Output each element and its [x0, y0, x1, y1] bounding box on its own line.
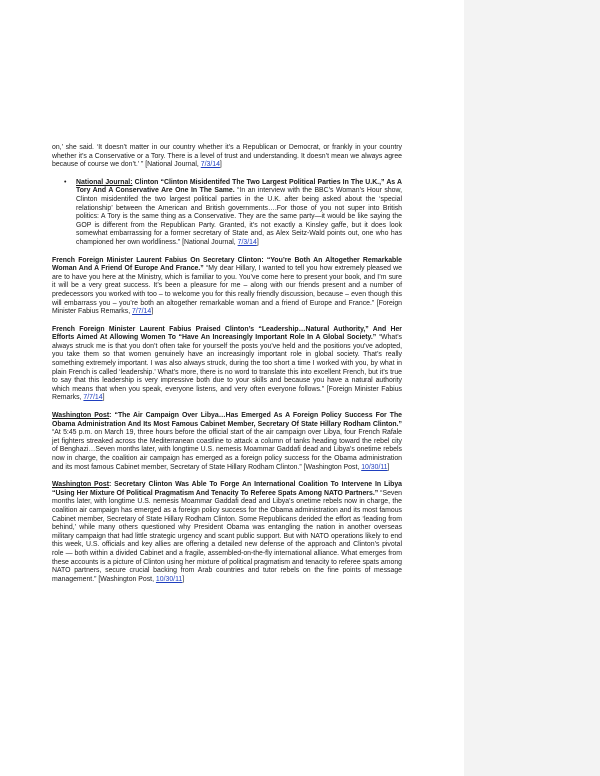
paragraph-text: on,’ she said. ‘It doesn’t matter in our country whether it’s a Republican or Democrat, or frankly in your country whether it’s a Conservative or a Tory. There is a level of trust and understanding. It doesn’t mean we always agree because of course we don’t.’ ” [National Journal, — [52, 144, 402, 169]
paragraph-wapo-coalition — [52, 481, 402, 584]
source-name: Washington Post — [52, 481, 109, 489]
paragraph-tail: ] — [102, 394, 105, 402]
bullet-icon: • — [64, 178, 67, 186]
paragraph-continuation — [52, 144, 402, 170]
citation-link[interactable]: 10/30/11 — [361, 463, 388, 471]
citation-link[interactable]: 10/30/11 — [155, 575, 183, 583]
headline: Clinton “Clinton Misidentifed The Two Largest Political Parties In The U.K.,” As A Tory And A Conservative Are One In The Same. — [76, 178, 403, 195]
paragraph-text: “Seven months later, with longtime U.S. nemesis Moammar Gaddafi dead and Libya’s onetime rebels now in charge, the coalition air campaign has emerged as a foreign policy success for the Obama administration and its most famous Cabinet member, Secretary of State Hillary Rodham Clinton. Some Republicans derided the effort as ‘leading from behind,’ while many others questioned why President Obama was entangling the nation in another overseas military campaign that had little strategic urgency and scant public support. But with NATO operations likely to end this week, U.S. officials and key allies are offering a detailed new defense of the approach and Clinton’s pivotal role — both within a divided Cabinet and a fragile, assembled-on-the-fly international alliance. What emerges from these accounts is a picture of Clinton using her mixture of political pragmatism and tenacity to referee spats among NATO partners, secure crucial backing from Arab countries and tutor rebels on the fine points of message management.” [Washington Post, — [52, 489, 403, 583]
paragraph-tail: ] — [151, 308, 154, 316]
paragraph-text: “My dear Hillary, I wanted to tell you how extremely pleased we are to have you here at the Ministry, which is familiar to you. You’ve come here to present your book, and I’m sure it will be a very great success. It’s been a pleasure for me – along with our friends present and a number of predecessors you worked with too – to welcome you for this really friendly discussion, because – even though this will embarrass you – you’re both an altogether remarkable woman and a friend of Europe and France.” [Foreign Minister Fabius Remarks, — [52, 265, 402, 316]
citation-link[interactable]: 7/7/14 — [83, 394, 103, 402]
source-name: National Journal: — [76, 178, 133, 186]
paragraph-tail: ] — [182, 575, 185, 583]
bullet-item — [52, 179, 402, 248]
citation-link[interactable]: 7/3/14 — [200, 161, 220, 169]
headline: : “The Air Campaign Over Libya…Has Emerged As A Foreign Policy Success For The Obama Administration And Its Most Famous Cabinet Member, Secretary Of State Hillary Rodham Clinton.” — [52, 412, 403, 428]
citation-link[interactable]: 7/7/14 — [132, 308, 152, 316]
headline: French Foreign Minister Laurent Fabius Praised Clinton’s “Leadership…Natural Authority,” And Her Efforts Aimed At Allowing Women To “Have An Increasingly Important Role In A Global Society.” — [52, 325, 402, 342]
paragraph-tail: ] — [219, 161, 222, 169]
paragraph-text: “What’s always struck me is that you don’t often take for yourself the posts you’ve held and the positions you’ve adopted, you take them so that women genuinely have an increasingly important role in global society. That’s really something extremely important. I was also always struck, during the too short a time I worked with you, by what in plain French is called ‘leadership.’ What’s more, there is no word to translate this into excellent French, but it’s true to say that this leadership is very impressive both due to your skills and because you have a natural authority which means that when you speak, everyone listens, and very often everyone follows.” [Foreign Minister Fabius Remarks, — [52, 334, 402, 402]
citation-link[interactable]: 7/3/14 — [237, 238, 257, 246]
comment-margin — [464, 0, 600, 776]
paragraph-tail: ] — [256, 238, 259, 246]
paragraph-text: “At 5:45 p.m. on March 19, three hours before the official start of the air campaign over Libya, four French Rafale jet fighters streaked across the Mediterranean coastline to attack a column of tanks heading toward the rebel city of Benghazi…Seven months later, with longtime U.S. nemesis Moammar Gaddafi dead and Libya’s onetime rebels now in charge, the coalition air campaign has emerged as a foreign policy success for the Obama administration and its most famous Cabinet member, Secretary of State Hillary Rodham Clinton.” [Washington Post, — [52, 429, 402, 471]
paragraph-tail: ] — [387, 463, 390, 471]
document-body — [52, 144, 402, 593]
paragraph-text: “In an interview with the BBC’s Woman’s Hour show, Clinton misidentifed the two largest political parties in the U.K. after being asked about the ‘special relationship’ between the American and British governments….For those of you not super into British politics: A Tory is the same thing as a Conservative. They are the same party—it would be like saying the GOP is different from the Republican Party. Granted, it’s not exactly a Kinsley gaffe, but it does look somewhat embarrassing for a former secretary of State and, as Alex Seitz-Wald points out, one who has championed her own worldliness.” [National Journal, — [76, 187, 402, 246]
paragraph-fabius-leadership — [52, 326, 402, 403]
paragraph-fabius-remarkable — [52, 257, 402, 317]
headline: French Foreign Minister Laurent Fabius On Secretary Clinton: “You’re Both An Altogether Remarkable Woman And A Friend Of Europe And France.” — [52, 256, 402, 273]
paragraph-wapo-air-campaign — [52, 412, 402, 472]
source-name: Washington Post — [52, 412, 110, 420]
headline: : Secretary Clinton Was Able To Forge An International Coalition To Intervene In Libya “Using Her Mixture Of Political Pragmatism And Tenacity To Referee Spats Among NATO Partners.” — [52, 481, 403, 497]
